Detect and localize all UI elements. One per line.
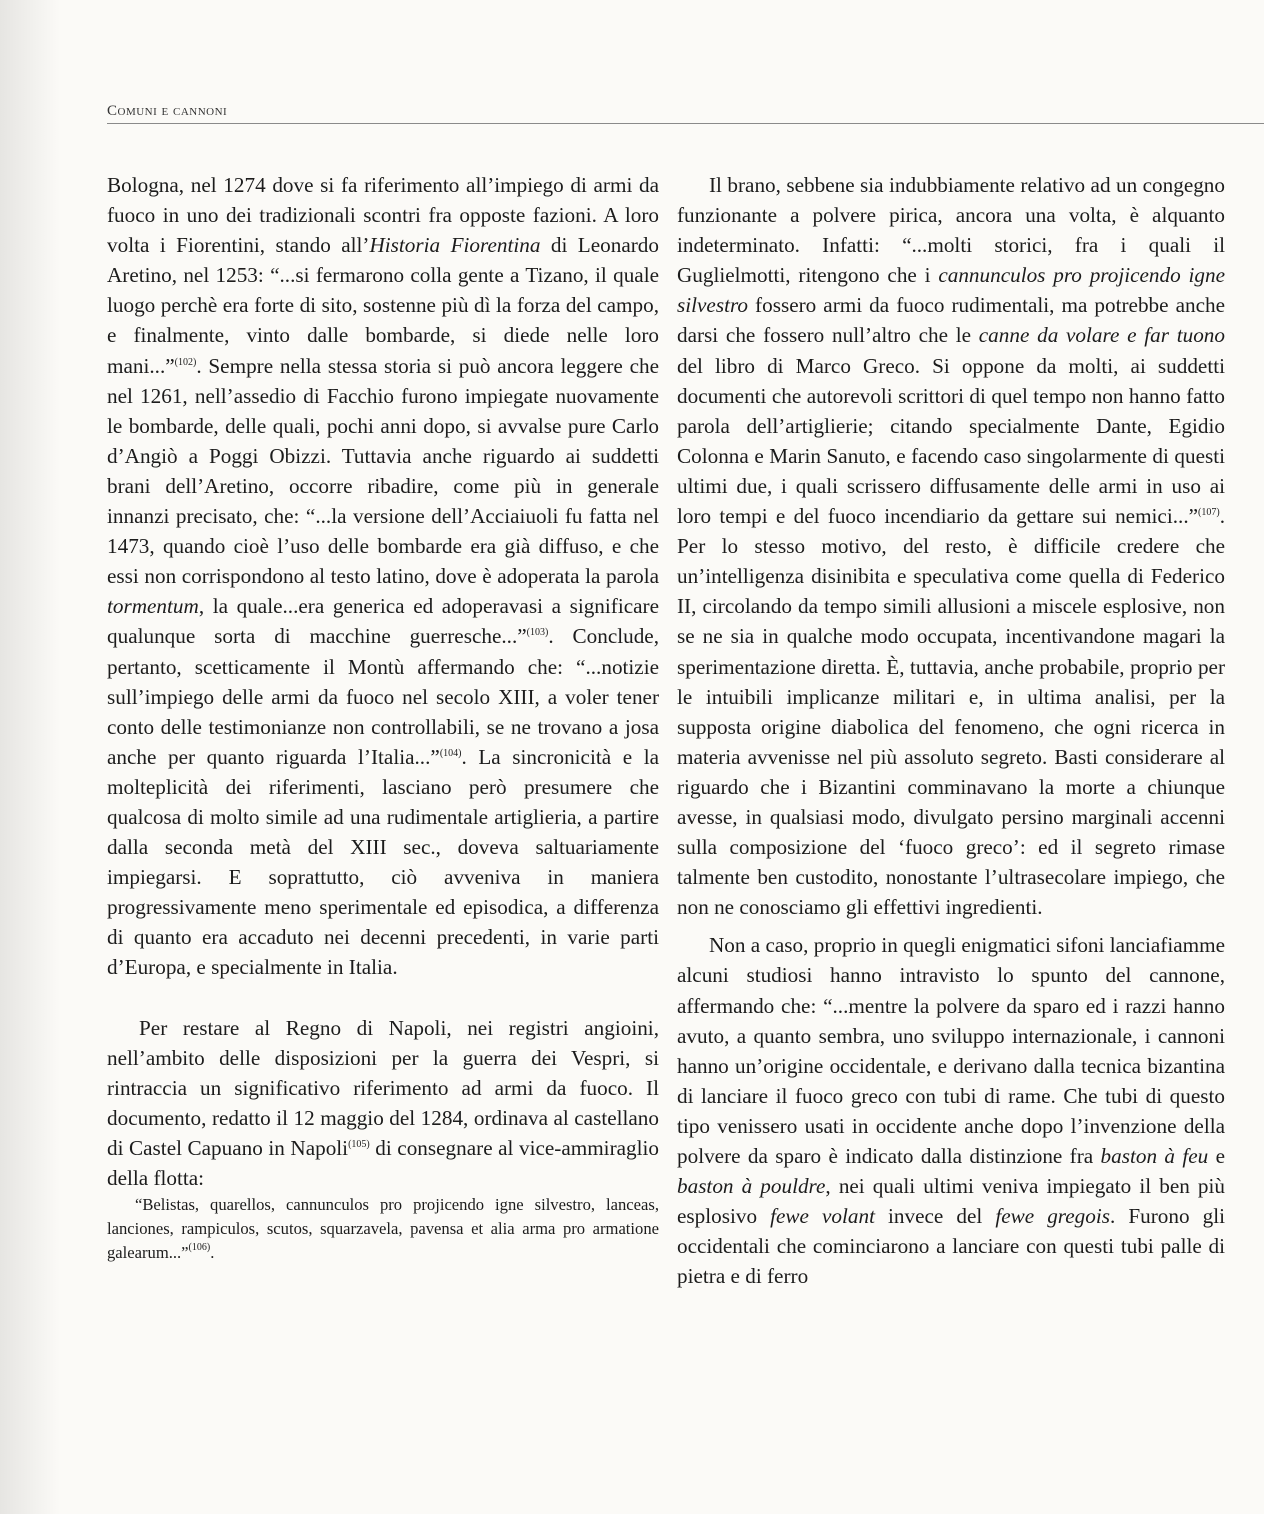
footnote-ref: (105)	[348, 1138, 370, 1150]
italic-title: Historia Fiorentina	[369, 233, 541, 258]
paragraph: Per restare al Regno di Napoli, nei registri angioini, nell’ambito delle disposizioni per la guerra dei Vespri, si rintraccia un significativo riferimento ad armi da fuoco. Il documento, redatto il 12 maggio del 1284, ordinava al castellano di Castel Capuano in Napoli$^{(105)}$ di consegnare al vice-ammiraglio della flotta:	[107, 1015, 659, 1190]
page-header	[107, 103, 1264, 124]
footnote-ref: (106)	[188, 1242, 211, 1254]
italic-term: tormentum	[107, 594, 199, 619]
footnote-ref: (102)	[174, 356, 197, 368]
block-quote: “Belistas, quarellos, cannunculos pro projicendo igne silvestro, lanceas, lanciones, rampiculos, scutos, squarzavela, pavensa et alia arma pro armatione galearum...”$^{(106)}$.	[107, 1195, 659, 1263]
italic-term: baston à pouldre	[677, 1174, 826, 1199]
footnote-ref: (103)	[526, 627, 549, 639]
paragraph: Bologna, nel 1274 dove si fa riferimento all’impiego di armi da fuoco in uno dei tradizionali scontri fra opposte fazioni. A loro volta i Fiorentini, stando all’Historia Fiorentina di Leonardo Aretino, nel 1253: “...si fermarono colla gente a Tizano, il quale luogo perchè era forte di sito, sostenne più dì la forza del campo, e finalmente, vinto dalle bombarde, si diede nelle loro mani...”$^{(102)}$. Sempre nella stessa storia si può ancora leggere che nel 1261, nell’assedio di Facchio furono impiegate nuovamente le bombarde, delle quali, pochi anni dopo, si avvalse pure Carlo d’Angiò a Poggi Obizzi. Tuttavia anche riguardo ai suddetti brani dell’Aretino, occorre ribadire, come più in generale innanzi precisato, che: “...la versione dell’Acciaiuoli fu fatta nel 1473, quando cioè l’uso delle bombarde era già diffuso, e che essi non corrispondono al testo latino, dove è adoperata la parola tormentum, la quale...era generica ed adoperavasi a significare qualunque sorta di macchine guerresche...”$^{(103)}$. Conclude, pertanto, scetticamente il Montù affermando che: “...notizie sull’impiego delle armi da fuoco nel secolo XIII, a voler tener conto delle testimonianze non controllabili, se ne trovano a josa anche per quanto riguarda l’Italia...”$^{(104)}$. La sincronicità e la molteplicità dei riferimenti, lasciano però presumere che qualcosa di molto simile ad una rudimentale artiglieria, a partire dalla seconda metà del XIII sec., doveva saltuariamente impiegarsi. E soprattutto, ciò avveniva in maniera progressivamente meno sperimentale ed episodica, a differenza di quanto era accaduto nei decenni precedenti, in varie parti d’Europa, e specialmente in Italia.	[107, 173, 659, 980]
italic-term: baston à feu	[1100, 1144, 1209, 1168]
paragraph: Il brano, sebbene sia indubbiamente relativo ad un congegno funzionante a polvere pirica, ancora una volta, è alquanto indeterminato. Infatti: “...molti storici, fra i quali il Guglielmotti, ritengono che i cannunculos pro projicendo igne silvestro fossero armi da fuoco rudimentali, ma potrebbe anche darsi che fossero null’altro che le canne da volare e far tuono del libro di Marco Greco. Si oppone da molti, ai suddetti documenti che autorevoli scrittori di quel tempo non hanno fatto parola dell’artiglierie; citando specialmente Dante, Egidio Colonna e Marin Sanuto, e facendo caso singolarmente di questi ultimi due, i quali scrissero diffusamente delle armi in uso ai loro tempi e del fuoco incendiario da gettare sui nemici...”$^{(107)}$. Per lo stesso motivo, del resto, è difficile credere che un’intelligenza disinibita e speculativa come quella di Federico II, circolando da tempo simili allusioni a miscele esplosive, non se ne sia in qualche modo occupata, incentivandone magari la sperimentazione diretta. È, tuttavia, anche probabile, proprio per le intuibili implicanze militari e, in ultima analisi, per la supposta origine diabolica del fenomeno, che ogni ricerca in materia avvenisse nel più assoluto segreto. Basti considerare al riguardo che i Bizantini comminavano la morte a chiunque avesse, in qualsiasi modo, divulgato persino marginali accenni sulla composizione del ‘fuoco greco’: ed il segreto rimase talmente ben custodito, nonostante l’ultrasecolare impiego, che non ne conosciamo gli effettivi ingredienti.	[677, 173, 1225, 920]
right-column	[677, 170, 1225, 1291]
page-gutter-shadow	[0, 0, 60, 1514]
footnote-ref: (104)	[439, 747, 462, 759]
left-column	[107, 170, 659, 1265]
paragraph-gap	[107, 983, 659, 1013]
footnote-ref: (107)	[1198, 507, 1220, 519]
running-title: Comuni e cannoni	[107, 103, 228, 119]
italic-term: fewe gregois	[995, 1204, 1110, 1229]
paragraph: Non a caso, proprio in quegli enigmatici sifoni lanciafiamme alcuni studiosi hanno intravisto lo spunto del cannone, affermando che: “...mentre la polvere da sparo ed i razzi hanno avuto, a quanto sembra, uno sviluppo internazionale, i cannoni hanno un’origine occidentale, e derivano dalla tecnica bizantina di lanciare il fuoco greco con tubi di rame. Che tubi di questo tipo venissero usati in occidente anche dopo l’invenzione della polvere da sparo è indicato dalla distinzione fra baston à feu e baston à pouldre, nei quali ultimi veniva impiegato il ben più esplosivo fewe volant invece del fewe gregois. Furono gli occidentali che cominciarono a lanciare con questi tubi palle di pietra e di ferro	[677, 933, 1226, 1289]
italic-term: fewe volant	[770, 1204, 875, 1229]
italic-term: canne da volare e far tuono	[978, 323, 1225, 348]
italic-term: cannunculos pro projicendo igne silvestro	[677, 263, 1225, 318]
